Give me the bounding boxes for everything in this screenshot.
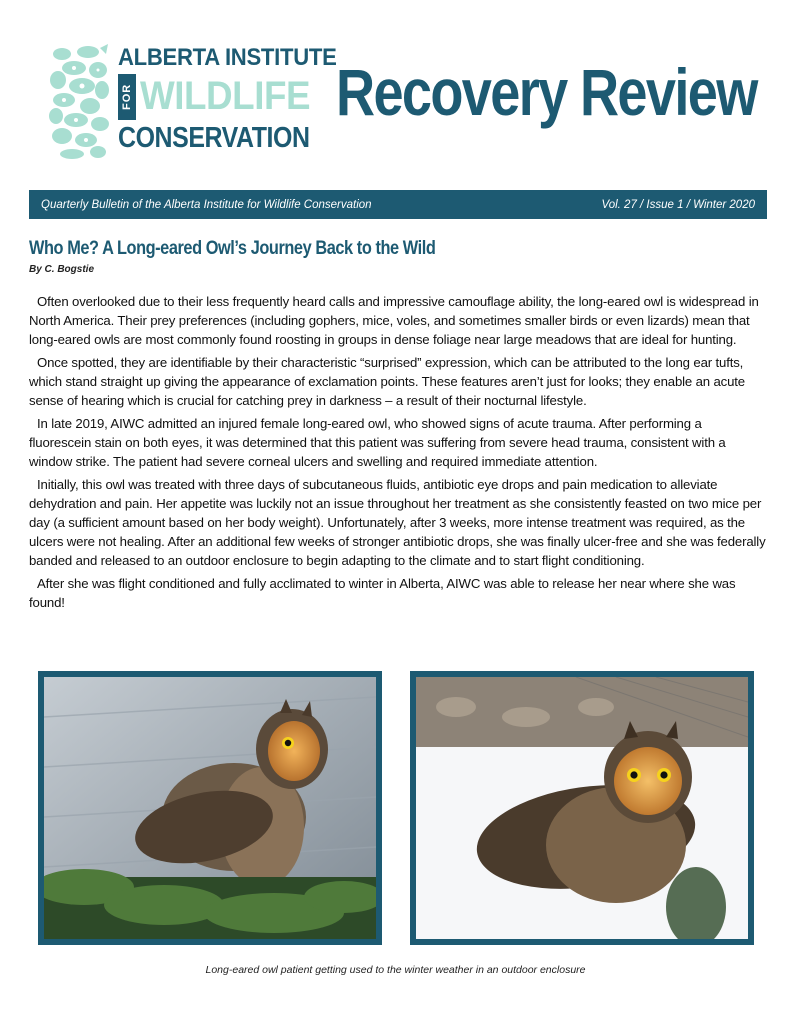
owl-snow-image: [416, 677, 748, 939]
animal-silhouettes-icon: [48, 44, 110, 160]
logo-line-3: CONSERVATION: [118, 122, 310, 154]
photo-caption: Long-eared owl patient getting used to the winter weather in an outdoor enclosure: [205, 964, 586, 976]
aiwc-logo: [48, 44, 337, 162]
article-title: Who Me? A Long-eared Owl’s Journey Back to the Wild: [29, 238, 436, 259]
owl-perched-image: [44, 677, 376, 939]
article-body: [29, 292, 767, 616]
article-paragraph: Often overlooked due to their less frequently heard calls and impressive camouflage ability, the long-eared owl is widespread in North America. Their prey preferences (including gophers, mice, voles, and sometimes smaller birds or even lizards) mean that long-eared owls are most commonly found roosting in groups in dense foliage near large meadows that are ideal for hunting.: [29, 294, 759, 347]
logo-line-1: ALBERTA INSTITUTE: [118, 44, 337, 71]
newsletter-title: Recovery Review: [336, 55, 757, 129]
bulletin-description: Quarterly Bulletin of the Alberta Institute for Wildlife Conservation: [41, 198, 372, 211]
issue-banner: [29, 190, 767, 219]
article-byline: By C. Bogstie: [29, 264, 95, 275]
owl-photo-snow: [410, 671, 754, 945]
logo-line-2: WILDLIFE: [140, 74, 311, 118]
article-paragraph: Initially, this owl was treated with three days of subcutaneous fluids, antibiotic eye drops and pain medication to alleviate dehydration and pain. Her appetite was luckily not an issue throughout her treatment as she consistently feasted on two mice per day (a sufficient amount based on her body weight). Unfortunately, after 3 weeks, more intense treatment was required, as the ulcers were not healing. After an additional few weeks of stronger antibiotic drops, she was finally ulcer-free and she was federally banded and released to an outdoor enclosure to begin adapting to the climate and to start flight conditioning.: [29, 477, 766, 568]
article-paragraph: Once spotted, they are identifiable by their characteristic “surprised” expression, which can be attributed to the long ear tufts, which stand straight up giving the appearance of exclamation points. These features aren’t just for looks; they enable an acute sense of hearing which is crucial for catching prey in darkness – a result of their nocturnal lifestyle.: [29, 355, 745, 408]
logo-for: FOR: [118, 74, 136, 120]
logo-wordmark: [118, 46, 356, 153]
article-paragraph: After she was flight conditioned and fully acclimated to winter in Alberta, AIWC was able to release her near where she was found!: [29, 576, 736, 610]
article-paragraph: In late 2019, AIWC admitted an injured female long-eared owl, who showed signs of acute trauma. After performing a fluorescein stain on both eyes, it was determined that this patient was suffering from severe head trauma, consistent with a window strike. The patient had severe corneal ulcers and swelling and required immediate attention.: [29, 416, 726, 469]
issue-info: Vol. 27 / Issue 1 / Winter 2020: [601, 198, 755, 211]
owl-photo-perched: [38, 671, 382, 945]
